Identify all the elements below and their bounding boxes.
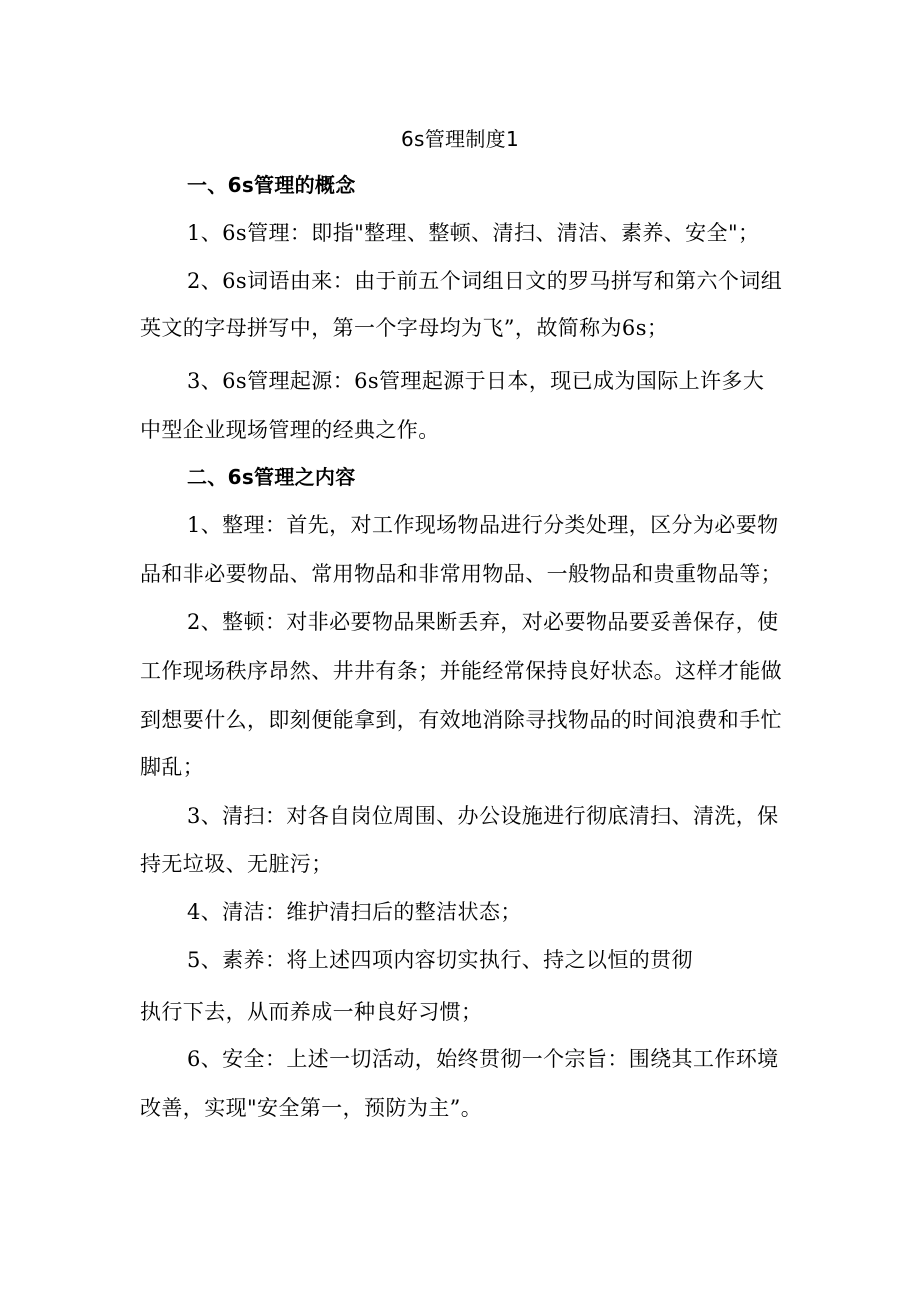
item-1-sort-line-1: 1、整理：首先，对工作现场物品进行分类处理，区分为必要物 (187, 513, 779, 537)
item-6-safety-line-1: 6、安全：上述一切活动，始终贯彻一个宗旨：围绕其工作环境 (187, 1047, 779, 1071)
concept-3-source-line-1: 3、6s管理起源：6s管理起源于日本，现已成为国际上许多大 (187, 369, 765, 393)
item-3-shine-line-2: 持无垃圾、无脏污； (140, 852, 333, 876)
item-1-sort-line-2: 品和非必要物品、常用物品和非常用物品、一般物品和贵重物品等； (140, 562, 782, 586)
item-2-set-in-order-line-4: 脚乱； (140, 755, 205, 779)
item-2-set-in-order-line-2: 工作现场秩序昂然、井井有条；并能经常保持良好状态。这样才能做 (140, 659, 782, 683)
item-4-standardize: 4、清洁：维护清扫后的整洁状态； (187, 900, 522, 924)
item-5-sustain-line-1: 5、素养：将上述四项内容切实执行、持之以恒的贯彻 (187, 948, 693, 972)
section-1-heading: 一、6s管理的概念 (187, 173, 356, 197)
concept-2-origin-line-1: 2、6s词语由来：由于前五个词组日文的罗马拼写和第六个词组 (187, 269, 783, 293)
item-5-sustain-line-2: 执行下去，从而养成一种良好习惯； (140, 1000, 483, 1024)
section-2-heading: 二、6s管理之内容 (187, 465, 356, 489)
concept-1-definition: 1、6s管理：即指"整理、整顿、清扫、清洁、素养、安全"； (187, 221, 760, 245)
item-3-shine-line-1: 3、清扫：对各自岗位周围、办公设施进行彻底清扫、清洗，保 (187, 804, 779, 828)
concept-3-source-line-2: 中型企业现场管理的经典之作。 (140, 418, 440, 442)
item-2-set-in-order-line-1: 2、整顿：对非必要物品果断丢弃，对必要物品要妥善保存，使 (187, 610, 779, 634)
concept-2-origin-line-2: 英文的字母拼写中，第一个字母均为飞”，故简称为6s； (140, 316, 669, 340)
document-title: 6s管理制度1 (401, 127, 519, 151)
item-6-safety-line-2: 改善，实现"安全第一，预防为主”。 (140, 1096, 483, 1120)
item-2-set-in-order-line-3: 到想要什么，即刻便能拿到，有效地消除寻找物品的时间浪费和手忙 (140, 708, 782, 732)
